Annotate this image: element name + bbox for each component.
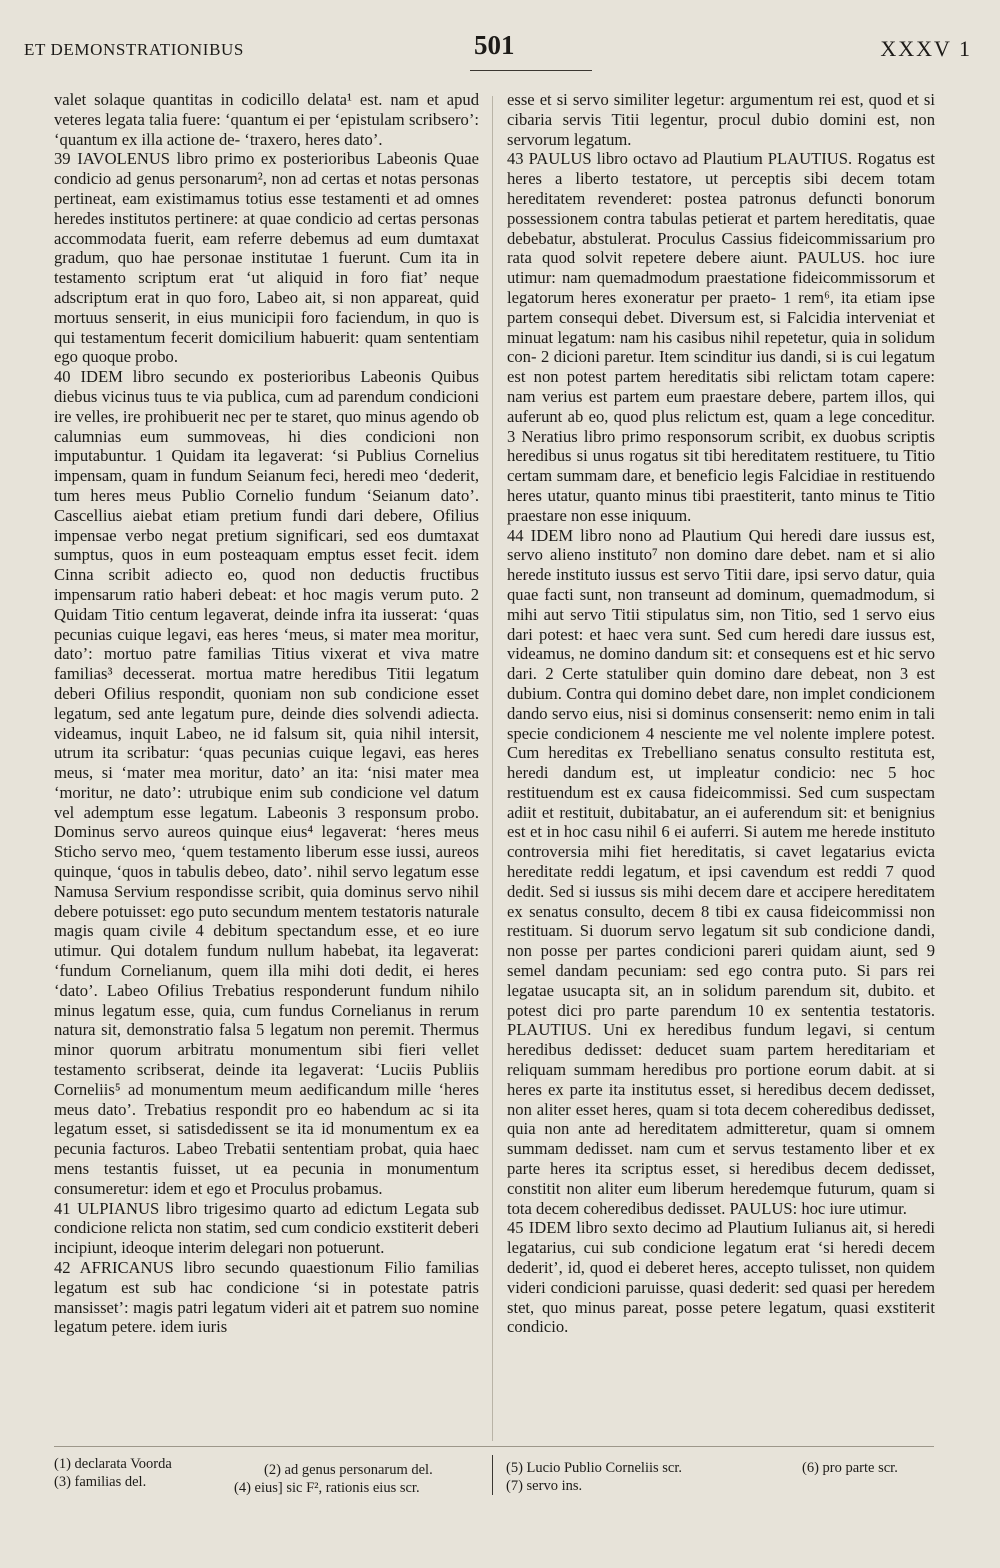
footnote-2: (2) ad genus personarum del. bbox=[264, 1462, 433, 1478]
footnote-separator bbox=[492, 1455, 493, 1495]
footnote-3: (3) familias del. bbox=[54, 1474, 147, 1490]
footnote-4: (4) eius] sic F², rationis eius scr. bbox=[234, 1480, 420, 1496]
running-header bbox=[24, 30, 972, 70]
paragraph-38-end: valet solaque quantitas in codicillo delata¹ est. nam et apud veteres legata talia fuere: ‘quantum ei per ‘epistulam scribsero’: ‘quantum ex illa actione de- ‘traxero, heres dato’. bbox=[54, 90, 479, 149]
paragraph-44: 44 IDEM libro nono ad Plautium Qui heredi dare iussus est, servo alieno instituto⁷ non domino dare debet. nam et si alio herede instituto iussus est servo Titii dare, ipsi servo datur, quia quae facti sunt, non transeunt ad dominum, quemadmodum, si mihi aut servo Titii stipulatus sim, non Titio, sed 1 servo eius dari potest: et haec vera sunt. Sed cum heredi dare iussus est, videamus, ne domino dandum sit: et consequens est et hic servo dari. 2 Certe statuliber quin domino dare debeat, non 3 est dubium. Contra qui domino debet dare, non implet condicionem dando servo eius, nisi si dominus consenserit: nemo enim in tali specie condicionem 4 nesciente me vel nolente implere potest. Cum hereditas ex Trebelliano senatus consulto restituta est, heredi dandum est, ut impleatur condicio: nec 5 hoc restituendum est ex causa fideicommissi. Sed cum suspectam adiit et restituit, dubitabatur, an ei auferendum sit: et benignius est et in hoc casu nihil 6 ei auferri. Si autem me herede instituto controversia mihi fiet hereditatis, si cavet legatarius evicta hereditate reddi legatum, et ipsi cavendum est reddi 7 quod dedit. Sed si iussus sis mihi decem dare et accipere hereditatem ex senatus consulto, decem 8 tibi ex causa fideicommissi non restituam. Si duorum servo legatum sit sub condicione dandi, non posse per partes condicioni pareri quidam aiunt, sed 9 semel dandam pecuniam: sed ego contra puto. Si pars rei legatae usucapta sit, an in solidum parendum sit, dubito. et potest dici pro parte parendum 10 ex sententia testatoris. PLAUTIUS. Uni ex heredibus fundum legavi, si centum heredibus dedisset: deducet suam partem hereditariam et reliquam summam heredibus pro portione eorum dabit. at si heres ex parte ita institutus esset, si heredibus decem dedisset, non aliter esset heres, quam si tota decem coheredibus dedisset, quia non ante ad hereditatem admitteretur, quam si omnem summam dedisset. nam cum et servus testamento liber et ex parte heres ita scriptus esset, si heredibus decem dedisset, constitit non aliter eum liberum heredemque futurum, quam si tota decem coheredibus dedisset. PAULUS: hoc iure utimur. bbox=[507, 525, 935, 1218]
footnotes bbox=[54, 1455, 934, 1515]
paragraph-42-end: esse et si servo similiter legetur: argumentum rei est, quod et si cibaria servis Titii legentur, procul dubio domini est, non servorum legatum. bbox=[507, 90, 935, 149]
page-number: 501 bbox=[474, 30, 515, 60]
header-rule bbox=[470, 70, 592, 71]
footnote-rule bbox=[54, 1446, 934, 1447]
paragraph-43: 43 PAULUS libro octavo ad Plautium PLAUTIUS. Rogatus est heres a liberto testatore, ut perceptis sibi decem totam hereditatem revenderet: postea patronus defuncti bonorum possessionem contra tabulas petierat et partem hereditatis, quae debebatur, abstulerat. Proculus Cassius fideicommissarium pro rata quod solvit repetere debere aiunt. PAULUS. hoc iure utimur: nam quemadmodum praestatione fideicommissorum et legatorum heres exoneratur per praeto- 1 rem⁶, ita etiam ipse partem consequi debet. Diversum est, si Falcidia interveniat et minuat legatum: nam his casibus nihil repetetur, quia in solidum con- 2 dicioni paretur. Item scinditur ius dandi, si is cui legatum est non potest partem hereditatis sibi relictam totam capere: nam verius est partem eum praestare debere, partem illos, qui auferunt ab eo, quod plus relictum est, quam a lege conceditur. 3 Neratius libro primo responsorum scribit, ex duobus scriptis heredibus si unus rogatus sit tibi hereditatem restituere, tu Titio certam summam dare, et beneficio legis Falcidiae in restituendo heres utatur, quanto minus tibi praestiterit, tanto minus te Titio praestare non esse iniquum. bbox=[507, 149, 935, 525]
paragraph-45: 45 IDEM libro sexto decimo ad Plautium Iulianus ait, si heredi legatarius, cui sub condicione legatum erat ‘si heredi decem dederit’, id, quod ei deberet heres, accepto tulisset, non quidem videri condicioni paruisse, quasi dederit: sed quasi per heredem stet, quo minus pareat, posse petere legatum, quasi exstiterit condicio. bbox=[507, 1218, 935, 1337]
footnote-6: (6) pro parte scr. bbox=[802, 1460, 898, 1476]
footnote-7: (7) servo ins. bbox=[506, 1478, 583, 1494]
footnote-5: (5) Lucio Publio Corneliis scr. bbox=[506, 1460, 682, 1476]
header-left-title: ET DEMONSTRATIONIBUS bbox=[24, 40, 244, 59]
footnote-1: (1) declarata Voorda bbox=[54, 1456, 172, 1472]
column-divider bbox=[492, 96, 493, 1441]
paragraph-42-start: 42 AFRICANUS libro secundo quaestionum Filio familias legatum est sub hac condicione ‘si in potestate patris mansisset’: magis patri legatum videri ait et patrem suo nomine legatum petere. idem iuris bbox=[54, 1258, 479, 1337]
right-column bbox=[507, 90, 935, 1337]
paragraph-39: 39 IAVOLENUS libro primo ex posterioribus Labeonis Quae condicio ad genus personarum², non ad certas et notas personas pertineat, eam existimamus totius esse testamenti et ad omnes heredes institutos pertinere: at quae condicio ad certas personas accommodata fuerit, eam referre debemus ad eum dumtaxat gradum, quo hae personae institutae 1 fuerunt. Cum ita in testamento scriptum erat ‘ut aliquid in foro fiat’ neque adscriptum erat in quo foro, Labeo ait, si non appareat, quid mortuus senserit, in eius municipii foro faciendum, in quo is qui testamentum fecerit domicilium habuerit: quam sententiam ego quoque probo. bbox=[54, 149, 479, 367]
paragraph-41: 41 ULPIANUS libro trigesimo quarto ad edictum Legata sub condicione relicta non statim, sed cum condicio exstiterit deberi incipiunt, ideoque interim delegari non potuerunt. bbox=[54, 1198, 479, 1258]
left-column bbox=[54, 90, 479, 1337]
header-right-reference: XXXV 1 bbox=[880, 36, 972, 61]
paragraph-40: 40 IDEM libro secundo ex posterioribus Labeonis Quibus diebus vicinus tuus te via publica, cum ad parendum condicioni ire velles, ire prohibuerit nec per te staret, quo minus agendo ob calumnias eum summoveas, hi dies condicioni non imputabuntur. 1 Quidam ita legaverat: ‘si Publius Cornelius impensam, quam in fundum Seianum feci, heredi meo ‘dederit, tum heres meus Publio Cornelio fundum ‘Seianum dato’. Cascellius aiebat etiam pretium fundi dari debere, Ofilius impensae verbo negat pretium significari, sed eos dumtaxat sumptus, quos in eum posteaquam emptus esset fecit. idem Cinna scribit adiecto eo, quod non deductis fructibus impensarum ratio haberi debeat: et hoc magis verum puto. 2 Quidam Titio centum legaverat, deinde infra ita iusserat: ‘quas pecunias cuique legavi, eas heres ‘meus, si mater mea moritur, dato’: mortuo patre familias Titius vixerat et viva matre familias³ decesserat. mortua matre heredibus Titii legatum deberi Ofilius respondit, quoniam non sub condicione esset legatum, sed ante legatum pure, deinde dies solvendi adiecta. videamus, inquit Labeo, ne id falsum sit, quia nihil intersit, utrum ita scribatur: ‘quas pecunias cuique legavi, eas heres meus, si ‘mater mea moritur, dato’ an ita: ‘nisi mater mea ‘moritur, ne dato’: utrubique enim sub condicione vel datum vel ademptum esse legatum. Labeonis 3 responsum probo. Dominus servo aureos quinque eius⁴ legaverat: ‘heres meus Sticho servo meo, ‘quem testamento liberum esse iussi, aureos quinque, ‘quos in tabulis debeo, dato’. nihil servo legatum esse Namusa Servium respondisse scribit, quia dominus servo nihil debere potuisset: ego puto secundum mentem testatoris naturale magis quam civile 4 debitum spectandum esse, et eo iure utimur. Qui dotalem fundum nullum habebat, ita legaverat: ‘fundum Cornelianum, quem illa mihi doti dedit, ei heres ‘dato’. Labeo Ofilius Trebatius responderunt fundum nihilo minus legatum esse, quia, cum fundus Cornelianus in rerum natura sit, demonstratio falsa 5 legatum non peremit. Thermus minor quorum arbitratu monumentum sibi fieri vellet testamento scribserat, deinde ita legaverat: ‘Luciis Publiis Corneliis⁵ ad monumentum meum aedificandum mille ‘heres meus dato’. Trebatius respondit pro eo habendum ac si ita legatum esset, si satisdedissent se ita id monumentum ex ea pecunia facturos. Labeo Trebatii sententiam probat, quia haec mens testantis fuisset, ut ea pecunia in monumentum consumeretur: idem et ego et Proculus probamus. bbox=[54, 367, 479, 1198]
